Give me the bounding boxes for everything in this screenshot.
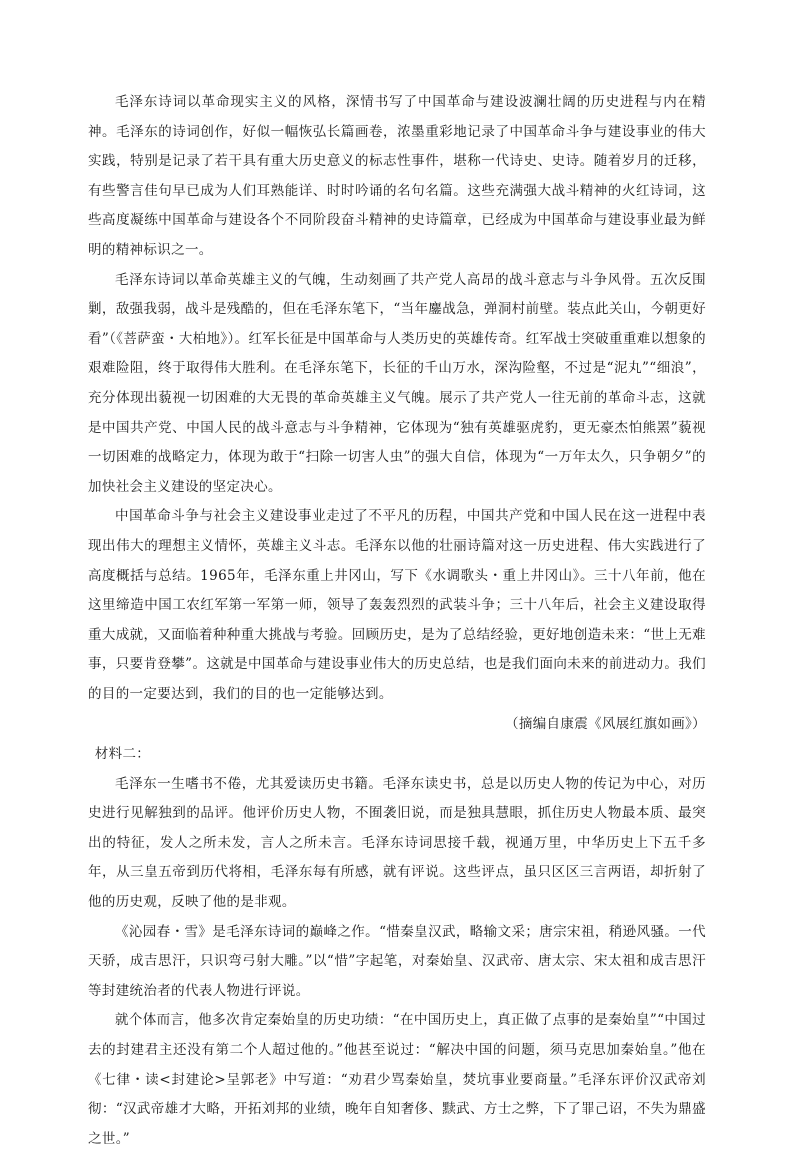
material-label: 材料二： — [94, 746, 151, 763]
paragraph-3: 中国革命斗争与社会主义建设事业走过了不平凡的历程，中国共产党和中国人民在这一进程中表现出伟大的理想主义情怀，英雄主义斗志。毛泽东以他的壮丽诗篇对这一历史进程、伟大实践进行了高度概括与总结。1965年，毛泽东重上井冈山，写下《水调歌头・重上井冈山》。三十八年前，他在这里缔造中国工农红军第一军第一师，领导了轰轰烈烈的武装斗争；三十八年后，社会主义建设取得重大成就，又面临着种种重大挑战与考验。回顾历史，是为了总结经验，更好地创造未来：“世上无难事，只要肯登攀”。这就是中国革命与建设事业伟大的历史总结，也是我们面向未来的前进动力。我们的目的一定要达到，我们的目的也一定能够达到。 — [88, 508, 706, 702]
paragraph-1: 毛泽东诗词以革命现实主义的风格，深情书写了中国革命与建设波澜壮阔的历史进程与内在精神。毛泽东的诗词创作，好似一幅恢弘长篇画卷，浓墨重彩地记录了中国革命斗争与建设事业的伟大实践，特别是记录了若干具有重大历史意义的标志性事件，堪称一代诗史、史诗。随着岁月的迁移，有些警言佳句早已成为人们耳熟能详、时时吟诵的名句名篇。这些充满强大战斗精神的火红诗词，这些高度凝练中国革命与建设各个不同阶段奋斗精神的史诗篇章，已经成为中国革命与建设事业最为鲜明的精神标识之一。 — [88, 94, 706, 258]
paragraph-5: 《沁园春・雪》是毛泽东诗词的巅峰之作。“惜秦皇汉武，略输文采；唐宗宋祖，稍逊风骚。一代天骄，成吉思汗，只识弯弓射大雕。”以“惜”字起笔，对秦始皇、汉武帝、唐太宗、宋太祖和成吉思汗等封建统治者的代表人物进行评说。 — [88, 923, 706, 999]
source-citation: （摘编自康震《风展红旗如画》） — [505, 716, 706, 733]
paragraph-4: 毛泽东一生嗜书不倦，尤其爱读历史书籍。毛泽东读史书，总是以历史人物的传记为中心，对历史进行见解独到的品评。他评价历史人物，不囿袭旧说，而是独具慧眼，抓住历史人物最本质、最突出的特征，发人之所未发，言人之所未言。毛泽东诗词思接千载，视通万里，中华历史上下五千多年，从三皇五帝到历代将相，毛泽东每有所感，就有评说。这些评点，虽只区区三言两语，却折射了他的历史观，反映了他的是非观。 — [88, 775, 706, 911]
paragraph-2: 毛泽东诗词以革命英雄主义的气魄，生动刻画了共产党人高昂的战斗意志与斗争风骨。五次反围剿，敌强我弱，战斗是残酷的，但在毛泽东笔下，“当年鏖战急，弹洞村前壁。装点此关山，今朝更好看”（《菩萨蛮・大柏地》）。红军长征是中国革命与人类历史的英雄传奇。红军战士突破重重难以想象的艰难险阻，终于取得伟大胜利。在毛泽东笔下，长征的千山万水，深沟险壑，不过是“泥丸”“细浪”，充分体现出藐视一切困难的大无畏的革命英雄主义气魄。展示了共产党人一往无前的革命斗志，这就是中国共产党、中国人民的战斗意志与斗争精神，它体现为“独有英雄驱虎豹，更无豪杰怕熊罴”藐视一切困难的战略定力，体现为敢于“扫除一切害人虫”的强大自信，体现为“一万年太久，只争朝夕”的加快社会主义建设的坚定决心。 — [88, 271, 706, 495]
paragraph-6: 就个体而言，他多次肯定秦始皇的历史功绩：“在中国历史上，真正做了点事的是秦始皇”“中国过去的封建君主还没有第二个人超过他的。”他甚至说过：“解决中国的问题，须马克思加秦始皇。”他在《七律・读<封建论>呈郭老》中写道：“劝君少骂秦始皇，焚坑事业要商量。”毛泽东评价汉武帝刘彻：“汉武帝雄才大略，开拓刘邦的业绩，晚年自知奢侈、黩武、方士之弊，下了罪己诏，不失为鼎盛之世。” — [88, 1012, 706, 1147]
